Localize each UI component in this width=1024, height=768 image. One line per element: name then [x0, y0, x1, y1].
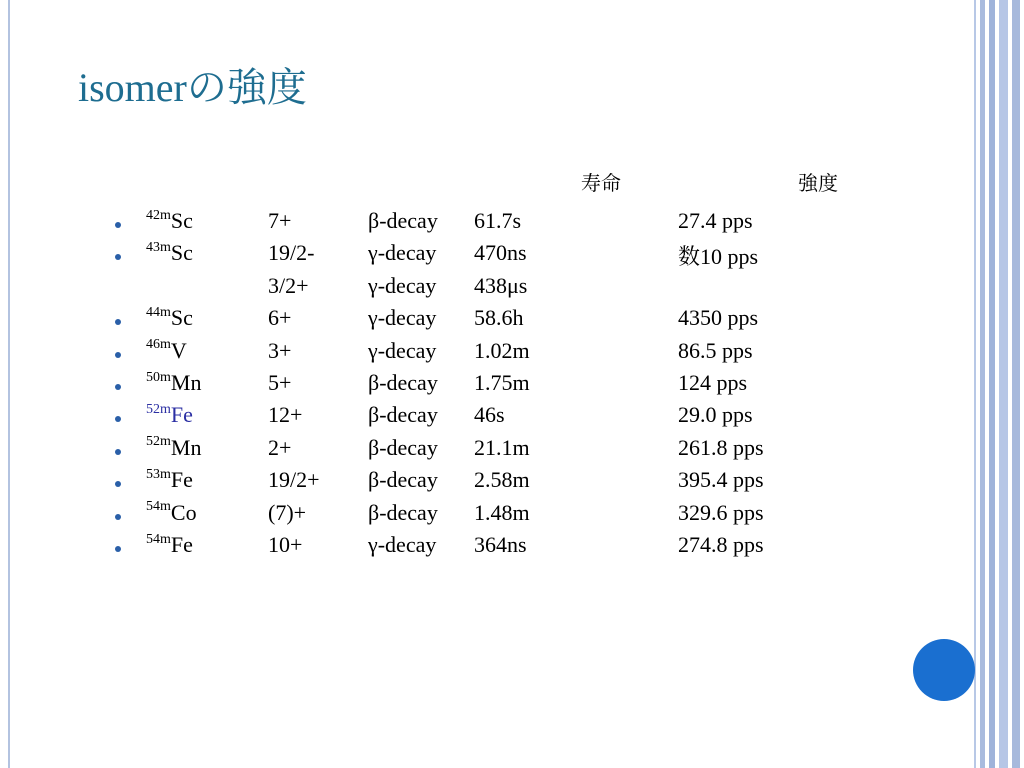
decorative-circle — [913, 639, 975, 701]
bullet-icon — [115, 254, 121, 260]
intensity-value: 124 pps — [678, 370, 748, 395]
bullet-icon — [115, 319, 121, 325]
isomer-name — [146, 402, 193, 428]
decay-mode: γ-decay — [368, 305, 437, 331]
spin-parity: 3/2+ — [268, 272, 309, 298]
spin-parity: 3+ — [268, 337, 292, 363]
isomer-name — [146, 532, 193, 558]
spin-parity: 10+ — [268, 532, 303, 557]
element-symbol: Fe — [170, 467, 193, 493]
lifetime-value: 470ns — [474, 240, 527, 266]
element-symbol: Mn — [170, 370, 202, 395]
element-symbol: Sc — [170, 305, 193, 331]
right-border-stripe — [1012, 0, 1020, 768]
element-symbol: Sc — [170, 240, 193, 266]
isomer-name — [146, 208, 193, 234]
mass-number: 54m — [146, 499, 171, 515]
mass-number: 43m — [146, 240, 171, 256]
right-border-stripe — [980, 0, 985, 768]
intensity-column-header: 強度 — [798, 171, 838, 195]
intensity-value: 261.8 pps — [678, 434, 764, 460]
list-item — [0, 338, 960, 370]
lifetime-value: 1.75m — [474, 370, 530, 395]
element-symbol: Co — [170, 499, 197, 525]
list-item — [0, 370, 960, 402]
intensity-value: 329.6 pps — [678, 499, 764, 525]
intensity-value: 29.0 pps — [678, 402, 753, 428]
lifetime-value: 2.58m — [474, 467, 530, 493]
bullet-icon — [115, 481, 121, 487]
intensity-value: 27.4 pps — [678, 208, 753, 233]
decay-mode: β-decay — [368, 434, 438, 460]
mass-number: 44m — [146, 304, 171, 320]
mass-number: 46m — [146, 337, 171, 353]
mass-number: 54m — [146, 531, 171, 547]
list-item — [0, 467, 960, 499]
list-item — [0, 532, 960, 564]
decay-mode: γ-decay — [368, 532, 437, 557]
bullet-icon — [115, 546, 121, 552]
lifetime-value: 1.02m — [474, 337, 530, 363]
decay-mode: β-decay — [368, 499, 438, 525]
spin-parity: 12+ — [268, 402, 303, 428]
lifetime-value: 1.48m — [474, 499, 530, 525]
right-border-stripe — [999, 0, 1008, 768]
lifetime-value: 364ns — [474, 532, 527, 557]
list-item — [0, 273, 960, 305]
element-symbol: V — [170, 337, 187, 363]
mass-number: 52m — [146, 402, 171, 418]
lifetime-value: 21.1m — [474, 434, 530, 460]
mass-number: 53m — [146, 466, 171, 482]
intensity-value: 数10 pps — [678, 244, 759, 270]
slide-title: isomerの強度 — [78, 65, 307, 110]
bullet-icon — [115, 449, 121, 455]
isomer-name — [146, 500, 197, 526]
isomer-name — [146, 338, 187, 364]
bullet-icon — [115, 384, 121, 390]
isomer-name — [146, 435, 201, 461]
mass-number: 50m — [146, 369, 171, 385]
decay-mode: β-decay — [368, 467, 438, 493]
list-item — [0, 402, 960, 434]
element-symbol: Fe — [170, 402, 193, 428]
decay-mode: γ-decay — [368, 272, 437, 298]
decay-mode: γ-decay — [368, 337, 437, 363]
lifetime-value: 58.6h — [474, 305, 524, 331]
list-item — [0, 208, 960, 240]
spin-parity: 6+ — [268, 305, 292, 331]
element-symbol: Mn — [170, 434, 202, 460]
list-item — [0, 240, 960, 272]
spin-parity: 19/2- — [268, 240, 315, 266]
decay-mode: β-decay — [368, 208, 438, 233]
lifetime-value: 438μs — [474, 272, 528, 298]
bullet-icon — [115, 416, 121, 422]
intensity-value: 395.4 pps — [678, 467, 764, 493]
spin-parity: (7)+ — [268, 499, 307, 525]
spin-parity: 7+ — [268, 208, 292, 233]
isomer-name — [146, 305, 193, 331]
list-item — [0, 305, 960, 337]
element-symbol: Sc — [170, 208, 193, 233]
decay-mode: γ-decay — [368, 240, 437, 266]
spin-parity: 2+ — [268, 434, 292, 460]
right-border-stripe — [989, 0, 995, 768]
decay-mode: β-decay — [368, 402, 438, 428]
isomer-name — [146, 467, 193, 493]
intensity-value: 4350 pps — [678, 305, 759, 331]
list-item — [0, 435, 960, 467]
lifetime-column-header: 寿命 — [581, 171, 621, 195]
spin-parity: 5+ — [268, 370, 292, 395]
spin-parity: 19/2+ — [268, 467, 320, 493]
list-item — [0, 500, 960, 532]
element-symbol: Fe — [170, 532, 193, 557]
bullet-icon — [115, 222, 121, 228]
isomer-name — [146, 370, 201, 396]
intensity-value: 86.5 pps — [678, 337, 753, 363]
decay-mode: β-decay — [368, 370, 438, 395]
right-border-stripe — [974, 0, 976, 768]
lifetime-value: 61.7s — [474, 208, 522, 233]
mass-number: 42m — [146, 207, 171, 223]
mass-number: 52m — [146, 434, 171, 450]
intensity-value: 274.8 pps — [678, 532, 764, 557]
lifetime-value: 46s — [474, 402, 505, 428]
isomer-name — [146, 240, 193, 266]
bullet-icon — [115, 352, 121, 358]
bullet-icon — [115, 514, 121, 520]
